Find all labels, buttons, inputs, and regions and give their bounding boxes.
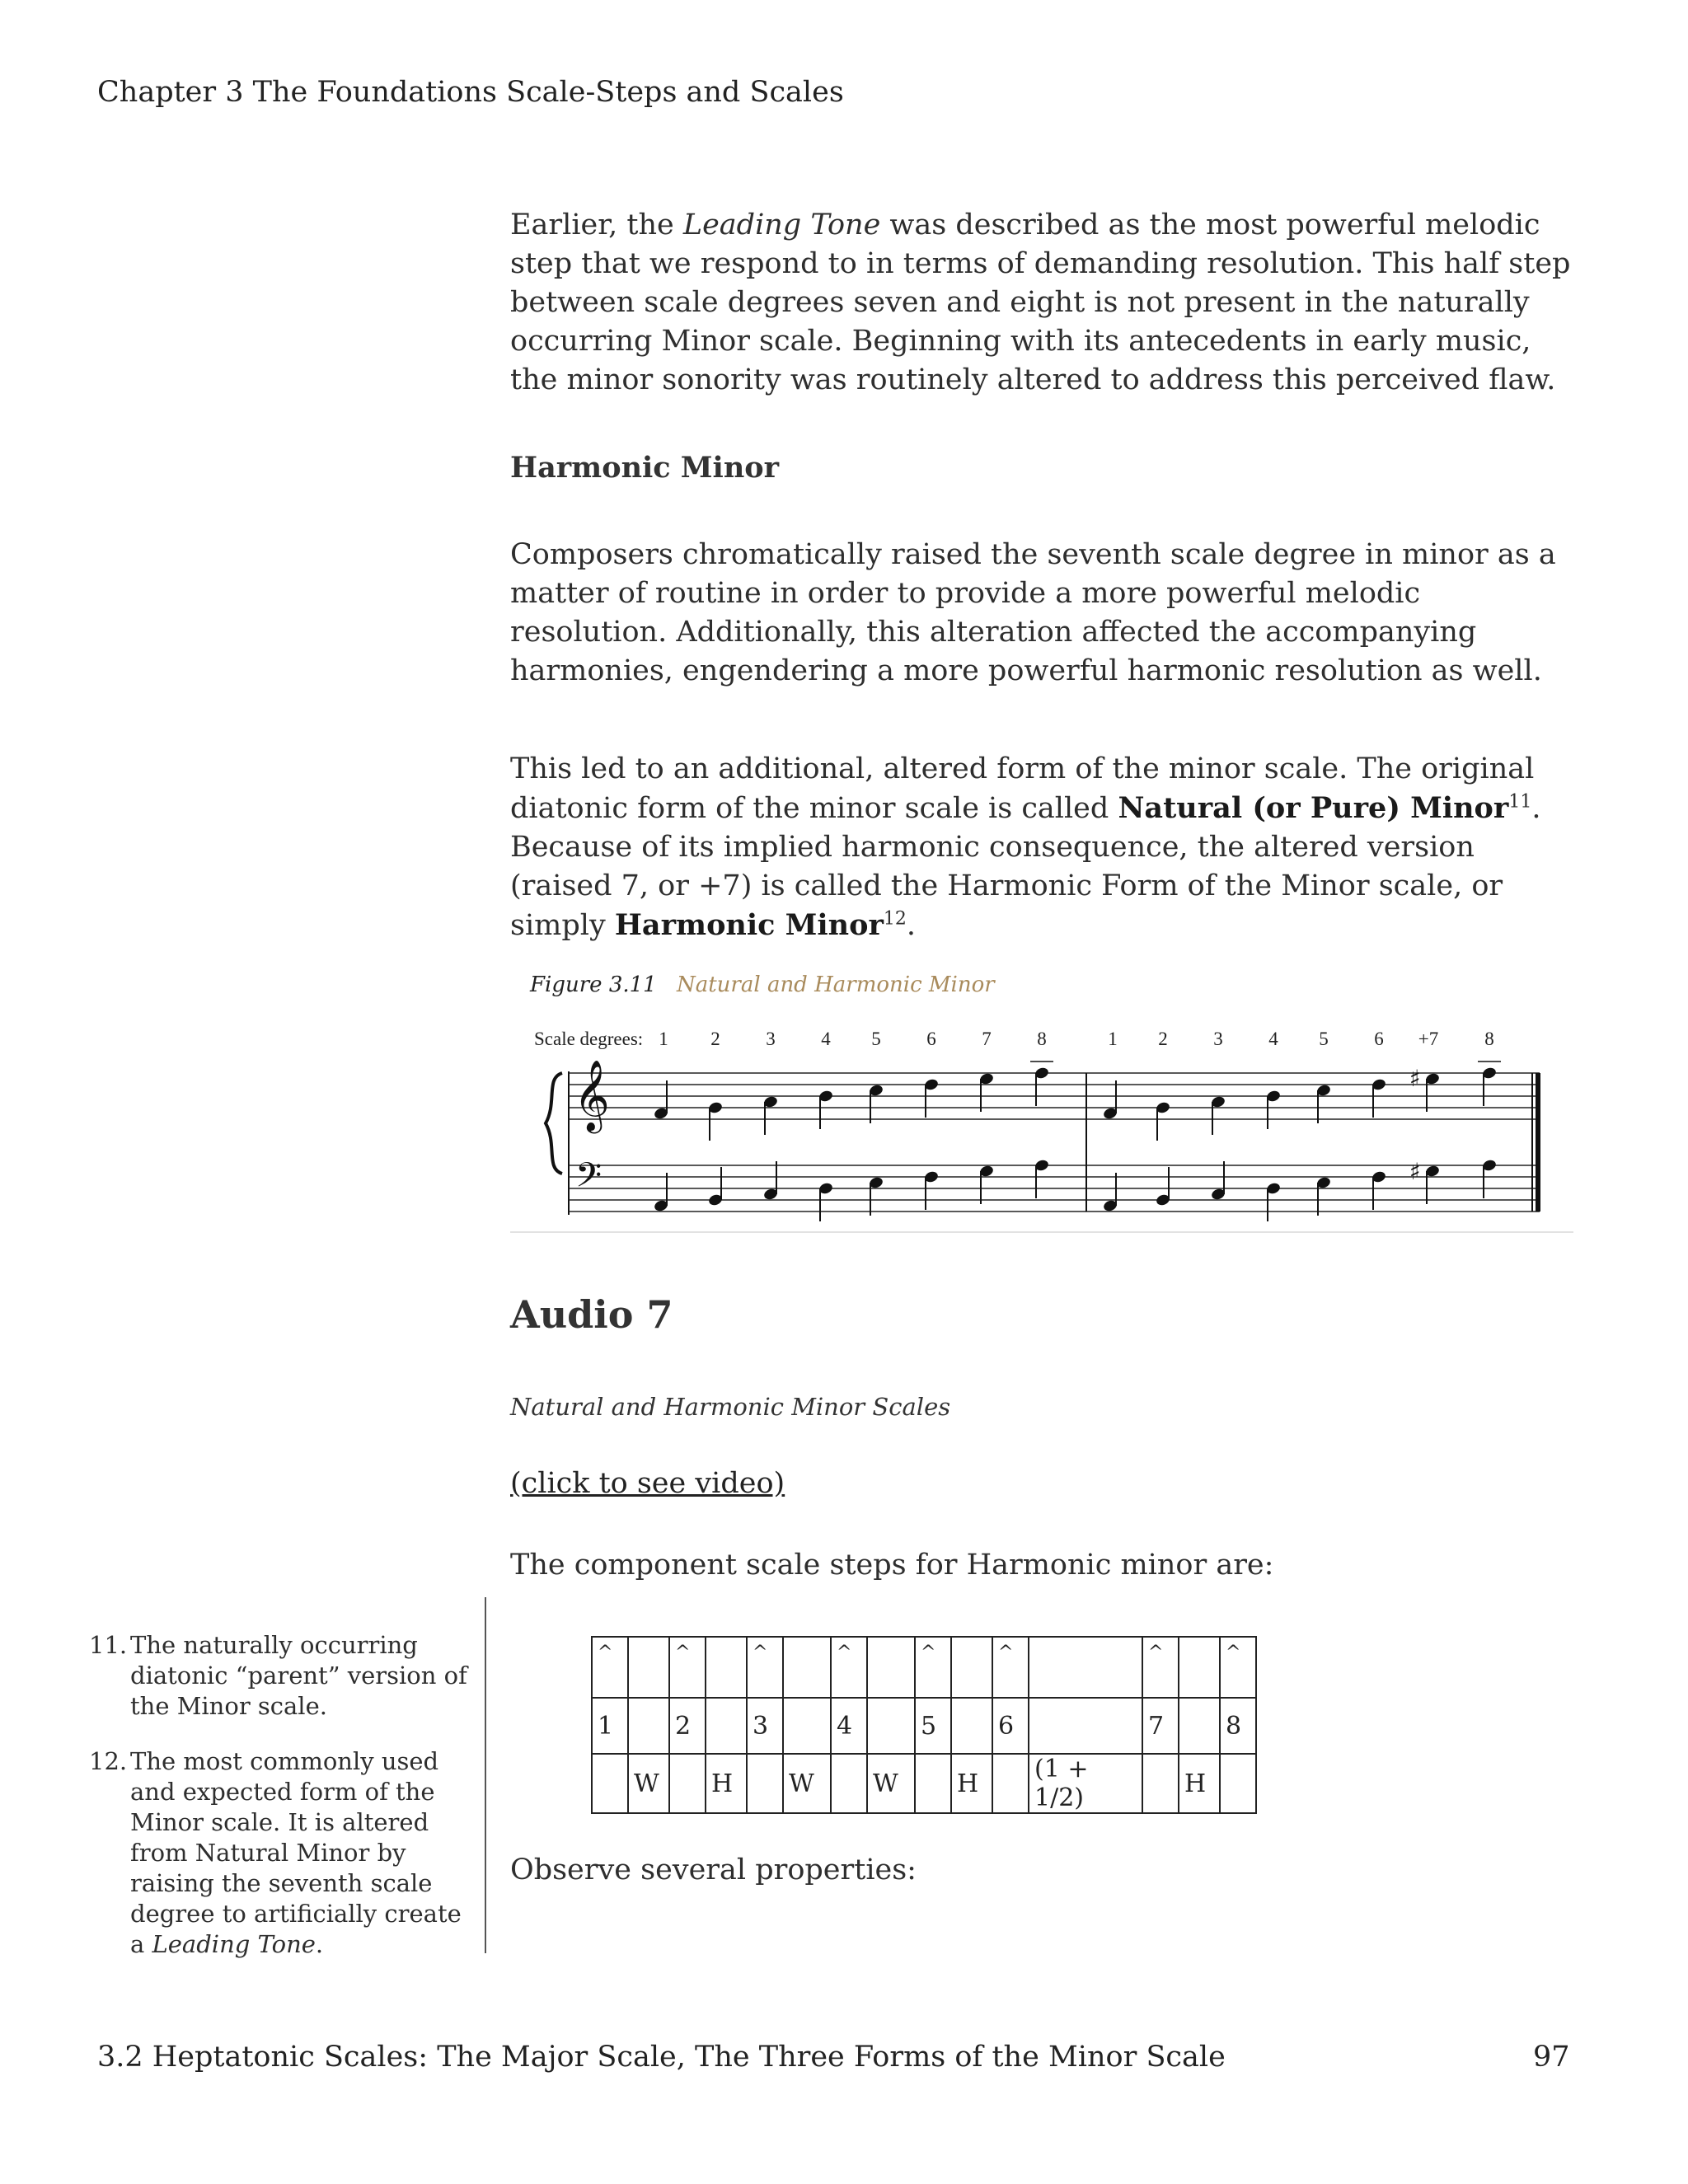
component-intro: The component scale steps for Harmonic minor are: bbox=[510, 1549, 1274, 1582]
table-cell bbox=[783, 1637, 831, 1698]
table-cell bbox=[867, 1637, 915, 1698]
table-cell bbox=[915, 1754, 951, 1813]
table-cell bbox=[669, 1754, 706, 1813]
footnote-text-end: . bbox=[315, 1930, 324, 1958]
grand-staff-brace bbox=[546, 1073, 562, 1174]
scale-degree-numbers bbox=[659, 1029, 1494, 1049]
table-cell: 3 bbox=[747, 1698, 783, 1754]
table-cell bbox=[706, 1698, 747, 1754]
table-cell: ^ bbox=[1142, 1637, 1179, 1698]
degree-label: 8 bbox=[1484, 1029, 1494, 1049]
degree-label: 2 bbox=[1158, 1029, 1168, 1049]
table-cell bbox=[1142, 1754, 1179, 1813]
table-cell: 8 bbox=[1220, 1698, 1256, 1754]
para3-text-3: . bbox=[906, 909, 917, 942]
treble-clef-icon: 𝄞 bbox=[574, 1060, 610, 1131]
para-composers bbox=[510, 536, 1573, 691]
bass-clef-icon: 𝄢 bbox=[575, 1155, 603, 1203]
table-cell: H bbox=[951, 1754, 992, 1813]
degree-label: 3 bbox=[1213, 1029, 1223, 1049]
table-row-carets bbox=[592, 1637, 1256, 1698]
table-cell bbox=[992, 1754, 1029, 1813]
treble-sharp-accidental: ♯ bbox=[1409, 1065, 1421, 1092]
term-harmonic-minor: Harmonic Minor bbox=[614, 908, 884, 942]
degree-label: +7 bbox=[1418, 1029, 1439, 1049]
table-cell: ^ bbox=[831, 1637, 867, 1698]
table-cell bbox=[628, 1637, 669, 1698]
footnote-text bbox=[130, 1746, 476, 1960]
table-cell: 1 bbox=[592, 1698, 628, 1754]
table-cell bbox=[1029, 1637, 1142, 1698]
table-cell bbox=[951, 1698, 992, 1754]
degree-label: 3 bbox=[766, 1029, 776, 1049]
table-cell: W bbox=[628, 1754, 669, 1813]
table-cell: ^ bbox=[915, 1637, 951, 1698]
footnote-12 bbox=[89, 1746, 476, 1960]
para-composers-text: Composers chromatically raised the seventh scale degree in minor as a matter of routine in order to provide a more powerful melodic resolution. Additionally, this alteration affected the accompanying harmonies, engendering a more powerful harmonic resolution as well. bbox=[510, 538, 1556, 687]
table-cell: H bbox=[1179, 1754, 1220, 1813]
footnote-11 bbox=[89, 1630, 476, 1722]
footer-section-title: 3.2 Heptatonic Scales: The Major Scale, The Three Forms of the Minor Scale bbox=[97, 2041, 1226, 2074]
scale-steps-table bbox=[591, 1636, 1257, 1814]
audio-title: Audio 7 bbox=[510, 1292, 673, 1337]
table-cell: 2 bbox=[669, 1698, 706, 1754]
footnote-leading-tone: Leading Tone bbox=[152, 1930, 316, 1958]
figure-label: Figure 3.11 bbox=[530, 972, 657, 997]
table-cell bbox=[783, 1698, 831, 1754]
table-cell: ^ bbox=[1220, 1637, 1256, 1698]
footnotes bbox=[89, 1630, 476, 1985]
term-natural-minor: Natural (or Pure) Minor bbox=[1118, 791, 1509, 825]
para-altered-form bbox=[510, 750, 1573, 945]
footnote-text: The naturally occurring diatonic “parent” version of the Minor scale. bbox=[130, 1631, 467, 1720]
table-cell: 6 bbox=[992, 1698, 1029, 1754]
video-link[interactable]: (click to see video) bbox=[510, 1467, 785, 1500]
table-cell bbox=[1179, 1637, 1220, 1698]
degree-label: 4 bbox=[821, 1029, 831, 1049]
table-cell bbox=[706, 1637, 747, 1698]
degree-label: 4 bbox=[1268, 1029, 1278, 1049]
table-cell: 7 bbox=[1142, 1698, 1179, 1754]
degree-label: 1 bbox=[1108, 1029, 1118, 1049]
table-cell: W bbox=[867, 1754, 915, 1813]
bass-sharp-accidental: ♯ bbox=[1409, 1158, 1421, 1185]
table-cell bbox=[1220, 1754, 1256, 1813]
footnote-number: 12. bbox=[89, 1747, 128, 1775]
degree-label: 5 bbox=[1319, 1029, 1329, 1049]
degree-label: 5 bbox=[871, 1029, 881, 1049]
running-head: Chapter 3 The Foundations Scale-Steps and Scales bbox=[97, 76, 844, 109]
subhead-harmonic-minor: Harmonic Minor bbox=[510, 451, 780, 485]
intro-text-1: Earlier, the bbox=[510, 209, 683, 241]
degree-label: 8 bbox=[1037, 1029, 1047, 1049]
table-cell: ^ bbox=[747, 1637, 783, 1698]
scale-degrees-label: Scale degrees: bbox=[534, 1029, 644, 1049]
audio-caption: Natural and Harmonic Minor Scales bbox=[510, 1393, 951, 1421]
table-cell: W bbox=[783, 1754, 831, 1813]
figure-divider bbox=[510, 1231, 1573, 1233]
margin-divider bbox=[485, 1597, 486, 1953]
footnote-ref-11[interactable]: 11 bbox=[1508, 791, 1532, 813]
footnote-ref-12[interactable]: 12 bbox=[883, 908, 907, 930]
table-row-degrees bbox=[592, 1698, 1256, 1754]
degree-label: 7 bbox=[982, 1029, 992, 1049]
figure-caption bbox=[530, 972, 995, 997]
para3-text-2: . Because of its implied harmonic consequence, the altered version (raised 7, or +7) is called the Harmonic Form of the Minor scale, or simply bbox=[510, 792, 1541, 942]
table-cell: ^ bbox=[592, 1637, 628, 1698]
table-cell bbox=[747, 1754, 783, 1813]
table-cell: ^ bbox=[992, 1637, 1029, 1698]
table-cell: (1 + 1/2) bbox=[1029, 1754, 1142, 1813]
table-cell bbox=[1029, 1698, 1142, 1754]
para3-text-1: This led to an additional, altered form of the minor scale. The original diatonic form of the minor scale is called bbox=[510, 752, 1535, 825]
table-cell bbox=[1179, 1698, 1220, 1754]
music-notation-figure bbox=[528, 1020, 1574, 1226]
degree-label: 6 bbox=[926, 1029, 936, 1049]
footnote-text-part: The most commonly used and expected form of the Minor scale. It is altered from Natural Minor by raising the seventh scale degree to artificially create a bbox=[130, 1747, 462, 1958]
table-cell: 4 bbox=[831, 1698, 867, 1754]
figure-title: Natural and Harmonic Minor bbox=[676, 972, 995, 997]
degree-label: 1 bbox=[659, 1029, 668, 1049]
intro-text-2: was described as the most powerful melodic step that we respond to in terms of demanding resolution. This half step between scale degrees seven and eight is not present in the naturally occurring Minor scale. Beginning with its antecedents in early music, the minor sonority was routinely altered to address this perceived flaw. bbox=[510, 209, 1571, 396]
intro-paragraph bbox=[510, 206, 1573, 400]
table-cell bbox=[951, 1637, 992, 1698]
degree-label: 6 bbox=[1374, 1029, 1384, 1049]
page-number: 97 bbox=[1533, 2041, 1570, 2074]
table-cell: 5 bbox=[915, 1698, 951, 1754]
table-cell bbox=[867, 1698, 915, 1754]
degree-label: 2 bbox=[710, 1029, 720, 1049]
observe-text: Observe several properties: bbox=[510, 1854, 917, 1886]
leading-tone-term: Leading Tone bbox=[682, 209, 881, 241]
table-cell bbox=[592, 1754, 628, 1813]
final-barline-thick bbox=[1536, 1073, 1540, 1212]
table-cell bbox=[628, 1698, 669, 1754]
table-cell: H bbox=[706, 1754, 747, 1813]
footnote-number: 11. bbox=[89, 1631, 128, 1659]
table-row-steps bbox=[592, 1754, 1256, 1813]
table-cell bbox=[831, 1754, 867, 1813]
table-cell: ^ bbox=[669, 1637, 706, 1698]
